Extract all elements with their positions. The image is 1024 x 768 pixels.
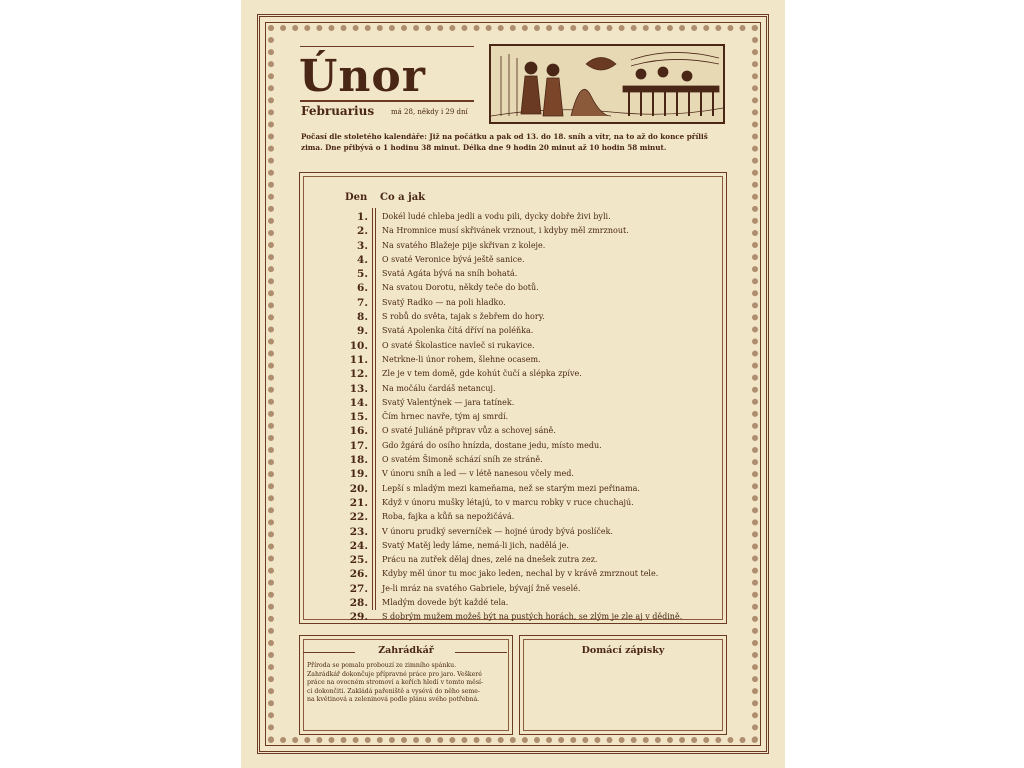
- calendar-row: [331, 567, 721, 581]
- day-number: 4.: [357, 253, 368, 266]
- calendar-row: [331, 539, 721, 553]
- proverb-text: Na Hromnice musí skřivánek vrznout, i kdyby měl zmrznout.: [382, 226, 629, 236]
- calendar-row: [331, 510, 721, 524]
- weather-forecast: Počasí dle stoletého kalendáře: Již na počátku a pak od 13. do 18. sníh a vítr, na to až do konce příliš zima. Dne přibývá o 1 hodinu 38 minut. Délka dne 9 hodin 20 minut až 10 hodin 58 minut.: [301, 132, 708, 152]
- proverb-text: Kdyby měl únor tu moc jako leden, nechal by v krávě zmrznout tele.: [382, 569, 659, 579]
- proverb-text: Svatá Apolenka čítá dříví na poléňka.: [382, 326, 534, 336]
- day-number: 19.: [349, 468, 368, 481]
- proverb-text: Prácu na zutřek dělaj dnes, zelé na dnešek zutra zez.: [382, 555, 598, 565]
- calendar-page: [241, 0, 785, 768]
- proverb-text: Když v únoru mušky létajú, to v marcu robky v ruce chuchajú.: [382, 497, 634, 507]
- proverb-text: Čím hrnec navře, tým aj smrdí.: [382, 412, 509, 422]
- proverb-text: O svaté Veronice bývá ještě sanice.: [382, 254, 525, 264]
- proverb-text: Lepší s mladým mezi kameňama, než se starým mezi peřinama.: [382, 483, 640, 493]
- calendar-row: [331, 482, 721, 496]
- day-number: 20.: [349, 482, 368, 495]
- garden-text-line: ci dokončiti. Zakládá pařeniště a vysévá do něho seme-: [307, 687, 481, 695]
- day-number: 11.: [349, 353, 368, 366]
- day-number: 25.: [349, 554, 368, 567]
- month-title: Únor: [299, 51, 426, 102]
- title-rule-bottom: [300, 100, 474, 102]
- proverb-text: Gdo žgárá do osího hnízda, dostane jedu, místo medu.: [382, 440, 602, 450]
- proverb-text: V únoru sníh a led — v létě nanesou včely med.: [382, 469, 574, 479]
- garden-text-line: Zahrádkář dokončuje přípravné práce pro jaro. Veškeré: [307, 670, 482, 678]
- garden-text: [307, 662, 503, 705]
- calendar-row: [331, 353, 721, 367]
- day-number: 28.: [349, 597, 368, 610]
- day-number: 29.: [349, 611, 368, 624]
- proverb-text: O svaté Juliáně připrav vůz a schovej sáně.: [382, 426, 556, 436]
- day-number: 3.: [357, 239, 368, 252]
- day-number: 9.: [357, 325, 368, 338]
- title-rule-top: [300, 46, 474, 47]
- proverb-text: Netrkne-li únor rohem, šlehne ocasem.: [382, 354, 541, 364]
- calendar-row: [331, 281, 721, 295]
- calendar-row: [331, 210, 721, 224]
- proverb-text: Dokél ludé chleba jedli a vodu pili, dycky dobře živi byli.: [382, 212, 611, 221]
- day-number: 23.: [349, 525, 368, 538]
- calendar-row: [331, 424, 721, 438]
- garden-text-line: Příroda se pomalu probouzí ze zimního spánku.: [307, 662, 457, 669]
- calendar-row: [331, 496, 721, 510]
- proverb-text: Mladým dovede být každé tela.: [382, 598, 509, 608]
- proverb-text: O svaté Školastice navleč si rukavice.: [382, 340, 535, 350]
- calendar-row: [331, 339, 721, 353]
- calendar-row: [331, 453, 721, 467]
- calendar-row: [331, 310, 721, 324]
- notes-title: Domácí zápisky: [581, 645, 665, 656]
- proverb-text: Na močálu čardáš netancuj.: [382, 383, 496, 393]
- days-note: má 28, někdy i 29 dní: [391, 108, 468, 116]
- day-number: 26.: [349, 568, 368, 581]
- day-number: 10.: [349, 339, 368, 352]
- proverb-text: Je-li mráz na svatého Gabriele, bývají žně veselé.: [382, 583, 581, 593]
- garden-title: Zahrádkář: [378, 645, 434, 656]
- day-number: 1.: [357, 211, 368, 223]
- proverb-text: Roba, fajka a kůň sa nepožičává.: [382, 512, 515, 522]
- calendar-row: [331, 439, 721, 453]
- day-number: 22.: [349, 511, 368, 524]
- day-number: 8.: [357, 311, 368, 324]
- proverb-text: Svatý Valentýnek — jara tatínek.: [382, 397, 515, 407]
- calendar-row: [331, 239, 721, 253]
- engraving-icon: [491, 46, 723, 122]
- calendar-row: [331, 324, 721, 338]
- calendar-row: [331, 382, 721, 396]
- garden-text-line: práce na ovocném stromoví a keřích hledí v tomto měsí-: [307, 679, 484, 687]
- day-number: 6.: [357, 282, 368, 295]
- day-number: 14.: [349, 396, 368, 409]
- proverb-text: Svatá Agáta bývá na sníh bohatá.: [382, 269, 518, 279]
- calendar-row: [331, 582, 721, 596]
- calendar-row: [331, 525, 721, 539]
- calendar-row: [331, 467, 721, 481]
- calendar-row: [331, 396, 721, 410]
- garden-text-line: na květinová a zeleninová podle plánu svého potřebná.: [307, 696, 480, 704]
- day-number: 18.: [349, 454, 368, 467]
- proverb-text: Na svatého Blažeje pije skřivan z koleje.: [382, 240, 546, 250]
- engraving-illustration: [489, 44, 725, 124]
- day-number: 7.: [357, 296, 368, 309]
- day-number: 17.: [349, 439, 368, 452]
- calendar-row: [331, 267, 721, 281]
- calendar-row: [331, 596, 721, 610]
- proverb-text: Zle je v tem domě, gde kohút čučí a slépka zpíve.: [382, 369, 582, 379]
- calendar-row: [331, 253, 721, 267]
- month-latin-name: Februarius: [301, 104, 375, 118]
- calendar-row: [331, 410, 721, 424]
- day-number: 21.: [349, 496, 368, 509]
- calendar-row: [331, 367, 721, 381]
- day-number: 12.: [349, 368, 368, 381]
- day-number: 27.: [349, 582, 368, 595]
- day-number: 16.: [349, 425, 368, 438]
- column-header-text: Co a jak: [380, 192, 426, 203]
- calendar-row: [331, 610, 721, 624]
- proverb-text: Na svatou Dorotu, někdy teče do botů.: [382, 283, 539, 293]
- proverb-text: O svatém Šimoně schází sníh ze stráně.: [382, 455, 543, 465]
- calendar-row: [331, 224, 721, 238]
- proverb-text: Svatý Radko — na poli hladko.: [382, 297, 506, 307]
- proverb-text: S robů do světa, tajak s žebřem do hory.: [382, 312, 545, 322]
- day-number: 15.: [349, 411, 368, 424]
- proverb-text: V únoru prudký severníček — hojné úrody bývá poslíček.: [382, 526, 613, 536]
- calendar-row: [331, 553, 721, 567]
- day-number: 24.: [349, 539, 368, 552]
- proverb-text: S dobrým mužem možeš být na pustých horách, se zlým je zle aj v dědině.: [382, 612, 683, 622]
- proverb-text: Svatý Matěj ledy láme, nemá-li jich, nadělá je.: [382, 540, 569, 550]
- proverb-list: [331, 210, 721, 625]
- day-number: 5.: [357, 268, 368, 281]
- column-header-day: Den: [345, 192, 368, 203]
- calendar-row: [331, 296, 721, 310]
- day-number: 13.: [349, 382, 368, 395]
- day-number: 2.: [357, 225, 368, 238]
